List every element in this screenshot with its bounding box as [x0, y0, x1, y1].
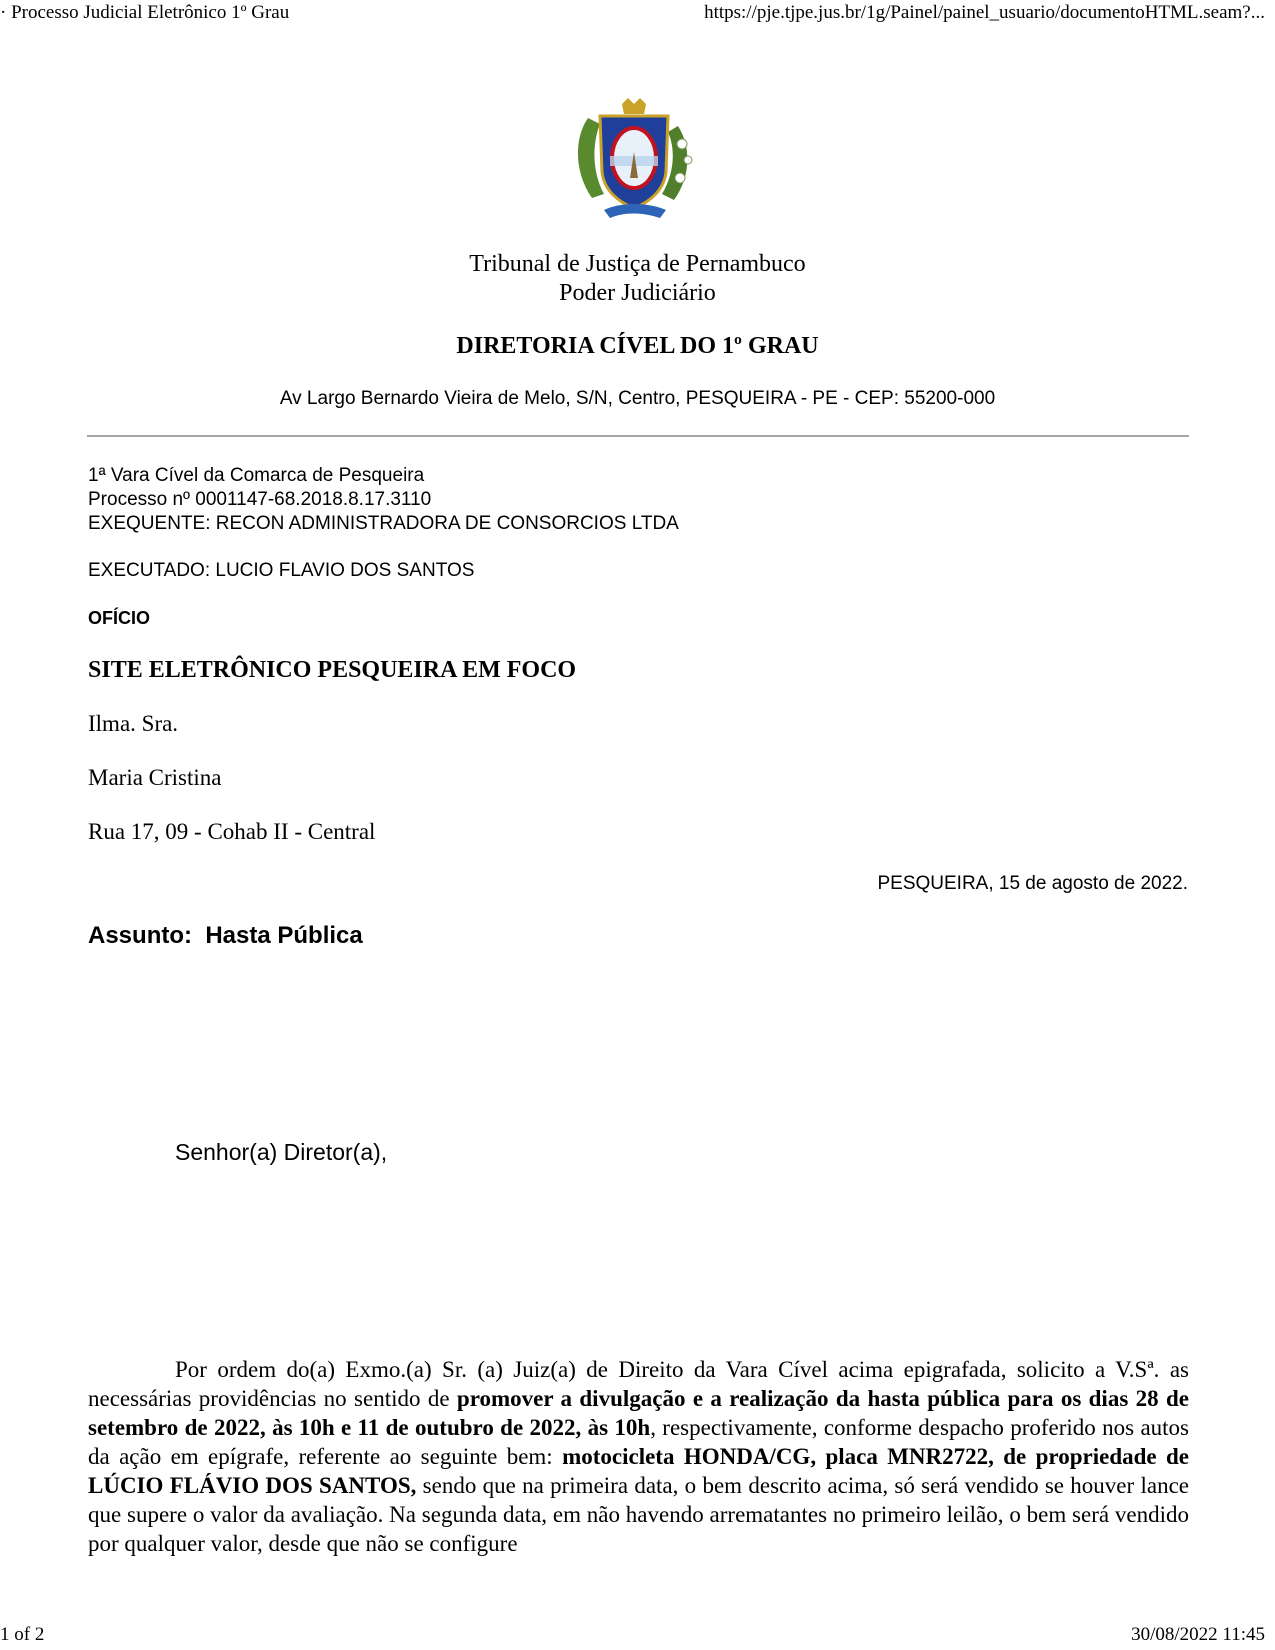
exequente: EXEQUENTE: RECON ADMINISTRADORA DE CONSORCIOS LTDA	[88, 513, 679, 534]
greeting: Senhor(a) Diretor(a),	[175, 1139, 388, 1165]
letter-body	[88, 1355, 1189, 1558]
body-bold-2: motocicleta HONDA/CG, placa MNR2722, de propriedade de LÚCIO FLÁVIO DOS SANTOS,	[88, 1444, 1189, 1498]
body-text-1: Por ordem do(a) Exmo.(a) Sr. (a) Juiz(a) de Direito da Vara Cível acima epigrafada, solicito a V.Sª. as necessárias providências no sentido de	[88, 1357, 1189, 1411]
print-timestamp: 30/08/2022 11:45	[1131, 1624, 1265, 1645]
court-branch: Poder Judiciário	[559, 280, 716, 306]
body-text-2: , respectivamente, conforme despacho proferido nos autos da ação em epígrafe, referente ao seguinte bem:	[88, 1415, 1189, 1469]
recipient-address: Rua 17, 09 - Cohab II - Central	[88, 819, 376, 844]
browser-page-title: · Processo Judicial Eletrônico 1º Grau	[0, 2, 290, 23]
court-name	[0, 250, 1275, 308]
subject: Assunto: Hasta Pública	[88, 922, 363, 949]
document-type: OFÍCIO	[88, 608, 150, 628]
executado: EXECUTADO: LUCIO FLAVIO DOS SANTOS	[88, 560, 475, 581]
body-paragraph	[88, 1355, 1189, 1558]
court-address: Av Largo Bernardo Vieira de Melo, S/N, Centro, PESQUEIRA - PE - CEP: 55200-000	[279, 388, 996, 409]
process-number: Processo nº 0001147-68.2018.8.17.3110	[88, 489, 432, 510]
header-divider	[87, 435, 1189, 437]
date-line: PESQUEIRA, 15 de agosto de 2022.	[877, 873, 1188, 894]
court-unit: 1ª Vara Cível da Comarca de Pesqueira	[88, 465, 425, 486]
case-info	[88, 464, 679, 536]
page-count: 1 of 2	[0, 1624, 45, 1645]
body-text-3: sendo que na primeira data, o bem descrito acima, só será vendido se houver lance que supere o valor da avaliação. Na segunda data, em não havendo arrematantes no primeiro leilão, o bem será vendido por qualquer valor, desde que não se configure	[88, 1473, 1189, 1556]
subject-label: Assunto	[88, 922, 184, 949]
directorate-title: DIRETORIA CÍVEL DO 1º GRAU	[456, 333, 819, 359]
recipient-org: SITE ELETRÔNICO PESQUEIRA EM FOCO	[88, 657, 577, 683]
body-bold-1: promover a divulgação e a realização da hasta pública para os dias 28 de setembro de 2022, às 10h e 11 de outubro de 2022, às 10h	[88, 1386, 1189, 1440]
subject-value: Hasta Pública	[205, 922, 363, 949]
browser-url: https://pje.tjpe.jus.br/1g/Painel/painel_usuario/documentoHTML.seam?...	[704, 2, 1265, 23]
court-title: Tribunal de Justiça de Pernambuco	[469, 251, 806, 277]
recipient-name: Maria Cristina	[88, 765, 222, 790]
salutation-title: Ilma. Sra.	[88, 711, 179, 736]
pernambuco-coat-of-arms-icon	[570, 98, 698, 226]
